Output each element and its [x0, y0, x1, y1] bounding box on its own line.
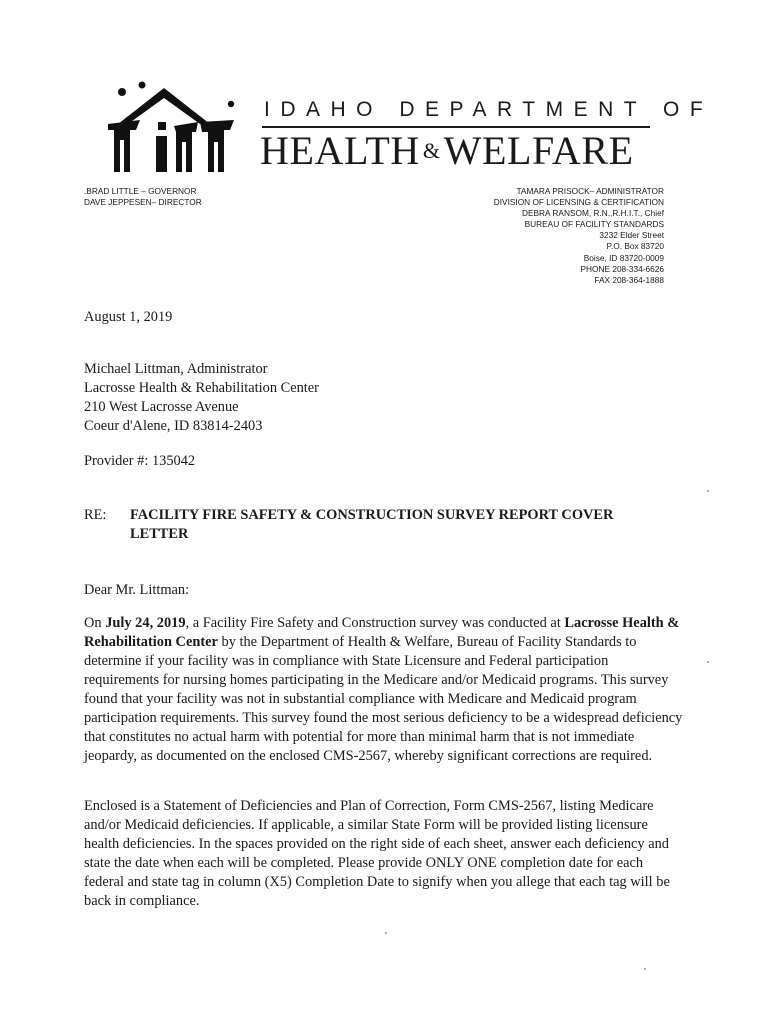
bureau-contact-block [494, 186, 664, 286]
recipient-street: 210 West Lacrosse Avenue [84, 399, 239, 415]
p1-text-1: On [84, 615, 106, 631]
p1-text-3: by the Department of Health & Welfare, Bureau of Facility Standards to determine if your facility was in compliance with State Licensure and Federal participation requirements for nursing homes participating in the Medicare and/or Medicaid programs. This survey found that your facility was not in substantial compliance with Medicare and Medicaid program participation requirements. This survey found the most serious deficiency to be a widespread deficiency that constitutes no actual harm with potential for more than minimal harm that is not immediate jeopardy, as documented on the enclosed CMS-2567, whereby significant corrections are required. [84, 634, 683, 764]
chief-line: DEBRA RANSOM, R.N.,R.H.I.T., Chief [522, 208, 664, 219]
body-paragraph-1 [84, 614, 684, 766]
administrator-line: TAMARA PRISOCK– ADMINISTRATOR [516, 186, 664, 196]
subject-label: RE: [84, 507, 107, 523]
scan-speck [644, 968, 646, 970]
recipient-city: Coeur d'Alene, ID 83814-2403 [84, 418, 263, 434]
po-box-line: P.O. Box 83720 [606, 241, 664, 252]
department-name-line1: IDAHO DEPARTMENT OF [264, 98, 714, 121]
phone-line: PHONE 208-334-6626 [580, 263, 664, 274]
fax-line: FAX 208-364-1888 [594, 274, 664, 285]
director-line: DAVE JEPPESEN– DIRECTOR [84, 196, 202, 207]
department-name-ampersand: & [422, 138, 441, 163]
body-paragraph-2: Enclosed is a Statement of Deficiencies and Plan of Correction, Form CMS-2567, listing Medicare and/or Medicaid deficiencies. If applicable, a similar State Form will be provided listing licensure health deficiencies. In the spaces provided on the right side of each sheet, answer each deficiency and state the date when each will be completed. Please provide ONLY ONE completion date for each federal and state tag in column (X5) Completion Date to signify when you allege that each tag will be back in compliance. [84, 798, 670, 909]
recipient-facility: Lacrosse Health & Rehabilitation Center [84, 380, 319, 396]
logo-figure [156, 136, 167, 172]
recipient-address [84, 360, 319, 436]
logo-figure [108, 120, 140, 172]
street-line: 3232 Elder Street [599, 230, 664, 241]
logo-dot [118, 88, 126, 96]
logo-dot [228, 101, 234, 107]
city-line: Boise, ID 83720-0009 [583, 252, 664, 263]
department-name-welfare: WELFARE [443, 128, 634, 173]
logo-roof [118, 88, 210, 124]
provider-number: Provider #: 135042 [84, 453, 196, 469]
letter-date: August 1, 2019 [84, 309, 173, 325]
department-logo [100, 80, 240, 176]
department-name-line2 [260, 129, 634, 173]
scan-speck [707, 490, 709, 492]
subject-text: FACILITY FIRE SAFETY & CONSTRUCTION SURVEY REPORT COVER LETTER [130, 507, 614, 542]
division-line: DIVISION OF LICENSING & CERTIFICATION [493, 197, 664, 208]
scan-speck [385, 932, 387, 934]
p1-text-2: , a Facility Fire Safety and Construction survey was conducted at [185, 615, 565, 631]
officials-block [84, 186, 202, 207]
recipient-name: Michael Littman, Administrator [84, 361, 268, 377]
bureau-line: BUREAU OF FACILITY STANDARDS [524, 219, 664, 230]
governor-line: .BRAD LITTLE – GOVERNOR [84, 186, 197, 196]
survey-date: July 24, 2019 [105, 615, 186, 631]
salutation: Dear Mr. Littman: [84, 582, 190, 598]
facility-name: Lacrosse Health & Rehabilitation Center [84, 615, 680, 650]
department-name-health: HEALTH [260, 128, 420, 173]
logo-figure [158, 122, 166, 130]
logo-figure [200, 120, 234, 172]
logo-figure [174, 122, 198, 172]
scan-speck [707, 661, 709, 663]
logo-dot [139, 82, 146, 89]
